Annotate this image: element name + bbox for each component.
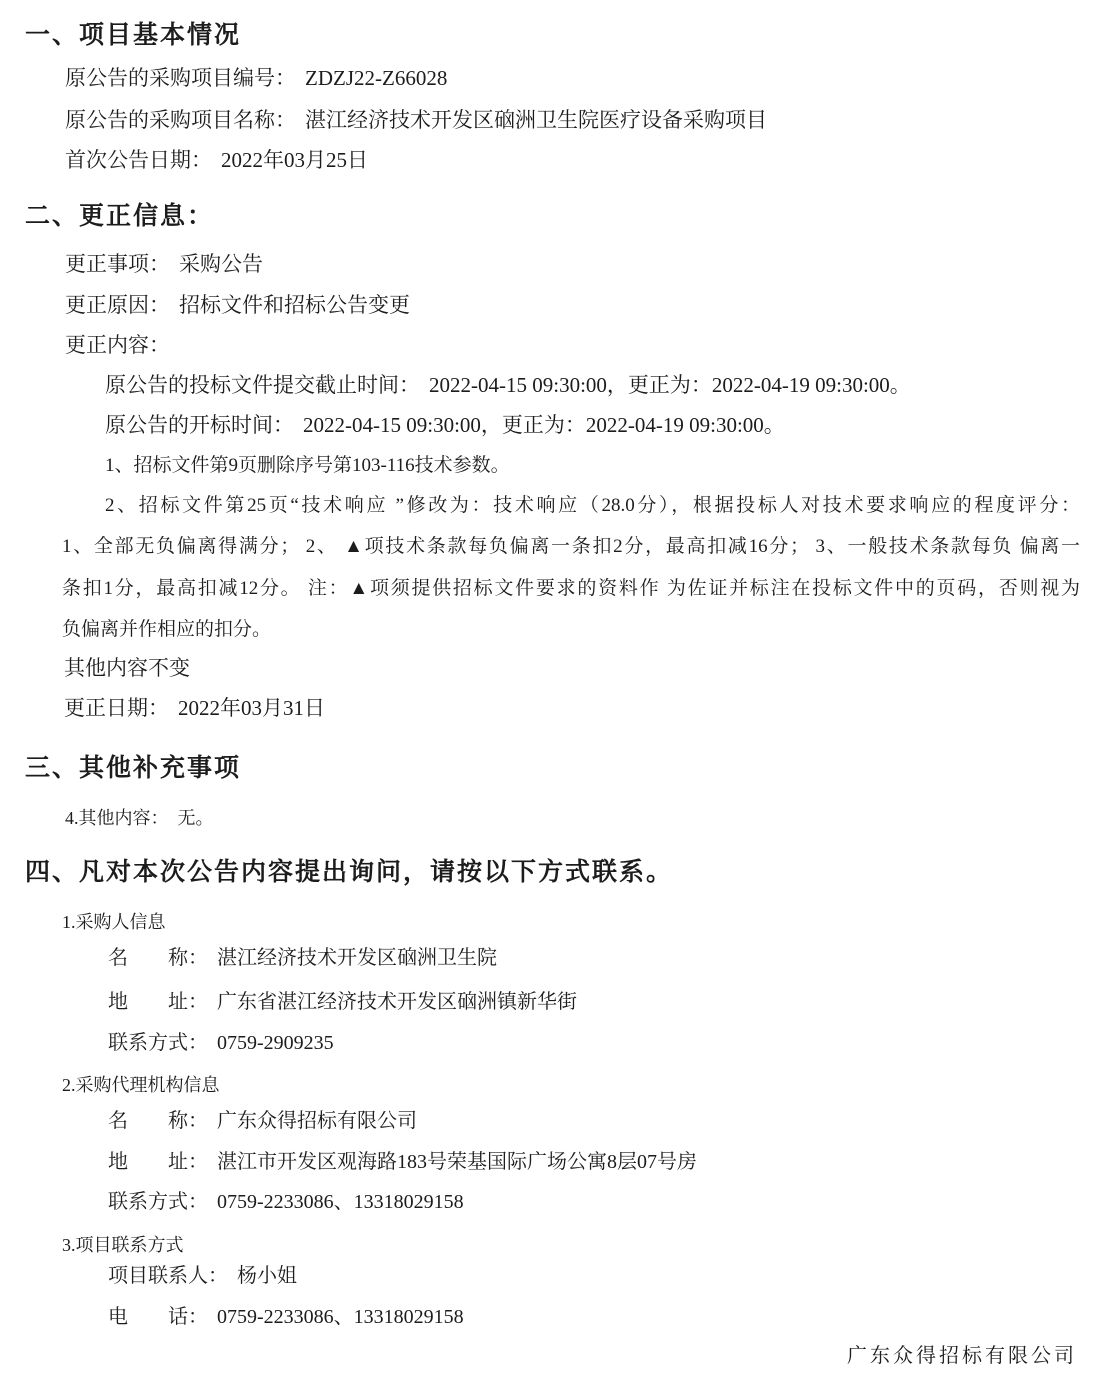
correction-note-2-line4: 负偏离并作相应的扣分。 [62, 619, 272, 640]
project-name-value: 湛江经济技术开发区硇洲卫生院医疗设备采购项目 [305, 108, 767, 132]
correction-content-label: 更正内容： [65, 333, 170, 357]
agency-name-value: 广东众得招标有限公司 [217, 1110, 417, 1132]
correction-item-value: 采购公告 [179, 252, 263, 276]
buyer-contact-line [108, 1031, 334, 1056]
project-contact-person-value: 杨小姐 [237, 1265, 297, 1287]
buyer-address-line [108, 990, 577, 1015]
bid-opening-value: 2022-04-15 09:30:00，更正为：2022-04-19 09:30:00。 [303, 413, 785, 437]
bid-deadline-value: 2022-04-15 09:30:00，更正为：2022-04-19 09:30:00。 [429, 373, 911, 397]
buyer-address-value: 广东省湛江经济技术开发区硇洲镇新华街 [217, 991, 577, 1013]
other-content-value: 无。 [177, 808, 214, 828]
project-contact-title: 3.项目联系方式 [62, 1235, 184, 1255]
section3-heading: 三、其他补充事项 [25, 755, 242, 782]
buyer-address-label: 地 址： [108, 991, 208, 1013]
bid-opening-label: 原公告的开标时间： [105, 413, 294, 437]
agency-name-line [108, 1109, 417, 1134]
agency-name-label: 名 称： [108, 1110, 208, 1132]
buyer-contact-label: 联系方式： [108, 1032, 208, 1054]
section2-heading: 二、更正信息： [25, 203, 215, 230]
correction-note-2-line1: 2、招标文件第25页“技术响应 ”修改为：技术响应（28.0分），根据投标人对技术要求响应的程度评分： [105, 495, 1080, 516]
project-number-label: 原公告的采购项目编号： [65, 66, 296, 90]
first-announce-date-value: 2022年03月25日 [221, 148, 368, 172]
agency-address-value: 湛江市开发区观海路183号荣基国际广场公寓8层07号房 [217, 1151, 697, 1173]
correction-note-2-line3: 条扣1分，最高扣减12分。 注：▲项须提供招标文件要求的资料作 为佐证并标注在投标文件中的页码，否则视为 [62, 578, 1080, 599]
correction-date-line [64, 695, 325, 721]
agency-address-line [108, 1150, 697, 1175]
bid-opening-line [105, 412, 785, 438]
footer-company-name: 广东众得招标有限公司 [847, 1345, 1077, 1367]
project-name-label: 原公告的采购项目名称： [65, 108, 296, 132]
correction-date-label: 更正日期： [64, 696, 169, 720]
other-content-line [65, 807, 214, 830]
agency-info-title: 2.采购代理机构信息 [62, 1075, 220, 1095]
agency-contact-value: 0759-2233086、13318029158 [217, 1191, 464, 1213]
bid-deadline-line [105, 372, 911, 398]
correction-reason-value: 招标文件和招标公告变更 [179, 293, 410, 317]
correction-reason-line [65, 292, 410, 318]
correction-reason-label: 更正原因： [65, 293, 170, 317]
correction-note-2-line2: 1、全部无负偏离得满分； 2、 ▲项技术条款每负偏离一条扣2分，最高扣减16分； 3、一般技术条款每负 偏离一 [62, 536, 1080, 557]
correction-date-value: 2022年03月31日 [178, 696, 325, 720]
buyer-info-title: 1.采购人信息 [62, 912, 166, 932]
agency-address-label: 地 址： [108, 1151, 208, 1173]
project-phone-label: 电 话： [108, 1306, 208, 1328]
buyer-contact-value: 0759-2909235 [217, 1032, 334, 1054]
buyer-name-label: 名 称： [108, 947, 208, 969]
correction-item-line [65, 251, 263, 277]
project-contact-person-line [108, 1264, 297, 1289]
correction-item-label: 更正事项： [65, 252, 170, 276]
buyer-name-value: 湛江经济技术开发区硇洲卫生院 [217, 947, 497, 969]
agency-contact-line [108, 1190, 464, 1215]
project-phone-line [108, 1305, 464, 1330]
bid-deadline-label: 原公告的投标文件提交截止时间： [105, 373, 420, 397]
project-phone-value: 0759-2233086、13318029158 [217, 1306, 464, 1328]
project-number-line [65, 65, 447, 91]
section1-heading: 一、项目基本情况 [25, 22, 242, 49]
correction-note-1: 1、招标文件第9页删除序号第103-116技术参数。 [105, 455, 510, 476]
agency-contact-label: 联系方式： [108, 1191, 208, 1213]
other-content-label: 4.其他内容： [65, 808, 169, 828]
project-number-value: ZDZJ22-Z66028 [305, 66, 448, 90]
project-name-line [65, 107, 767, 133]
buyer-name-line [108, 946, 497, 971]
section4-heading: 四、凡对本次公告内容提出询问，请按以下方式联系。 [25, 859, 674, 886]
first-announce-date-line [65, 147, 368, 173]
project-contact-person-label: 项目联系人： [108, 1265, 228, 1287]
first-announce-date-label: 首次公告日期： [65, 148, 212, 172]
other-content-unchanged: 其他内容不变 [64, 656, 190, 680]
